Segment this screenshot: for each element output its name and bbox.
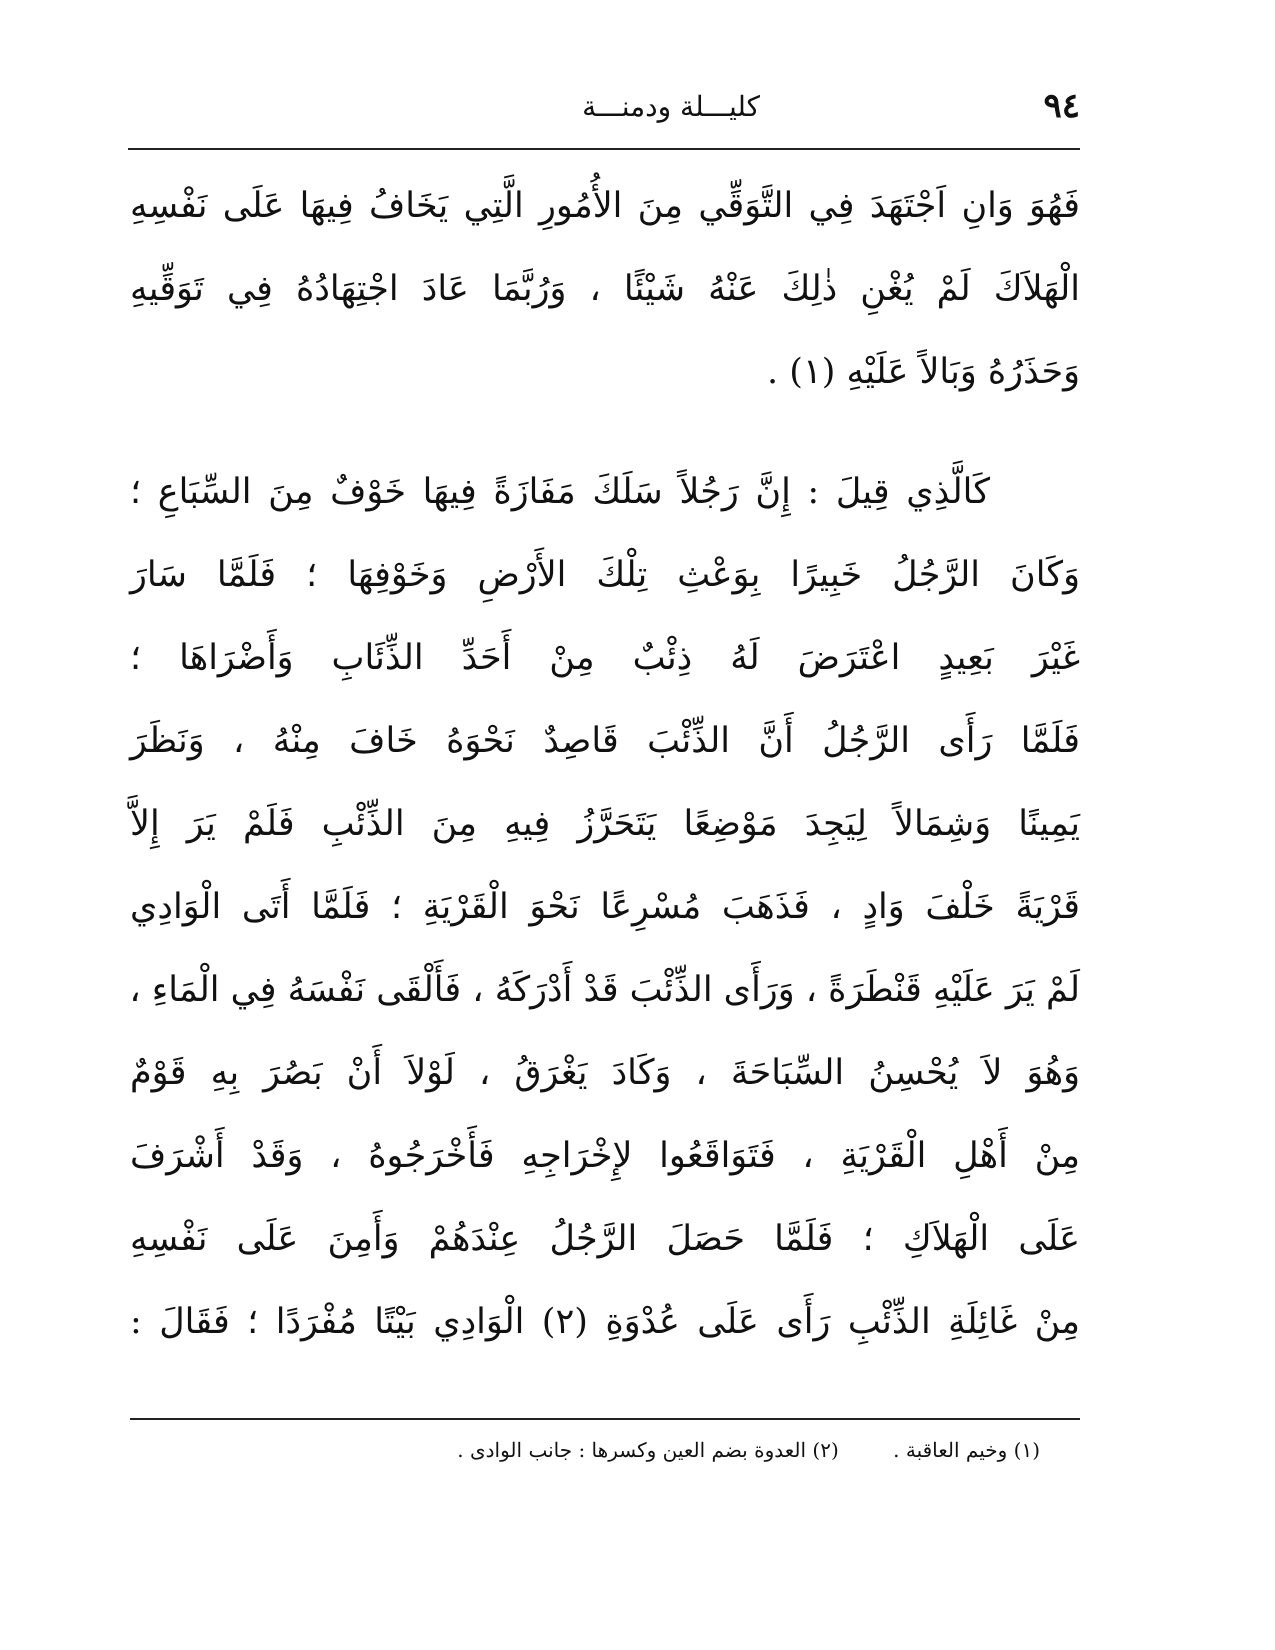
running-title: كليـــلة ودمنـــة (582, 90, 760, 123)
text-line: وَحَذَرُهُ وَبَالاً عَلَيْهِ (١) . (767, 352, 1080, 392)
text-line: غَيْرَ بَعِيدٍ اعْتَرَضَ لَهُ ذِئْبٌ مِنْ أَحَدِّ الذِّئَابِ وَأَضْرَاهَا ؛ (130, 638, 1080, 678)
text-line: كَالَّذِي قِيلَ : إِنَّ رَجُلاً سَلَكَ مَفَازَةً فِيهَا خَوْفٌ مِنَ السِّبَاعِ ؛ (130, 472, 990, 512)
page-header (130, 80, 1080, 140)
footnote-divider (130, 1418, 1080, 1420)
text-line: مِنْ أَهْلِ الْقَرْيَةِ ، فَتَوَاقَعُوا لإِخْرَاجِهِ فَأَخْرَجُوهُ ، وَقَدْ أَشْرَفَ (130, 1136, 1080, 1176)
page-number: ٩٤ (1043, 86, 1080, 126)
text-line: وَهُوَ لاَ يُحْسِنُ السِّبَاحَةَ ، وَكَادَ يَغْرَقُ ، لَوْلاَ أَنْ بَصُرَ بِهِ قَوْمٌ (130, 1053, 1080, 1093)
text-line: مِنْ غَائِلَةِ الذِّئْبِ رَأَى عَلَى عُدْوَةِ (٢) الْوَادِي بَيْتًا مُفْرَدًا ؛ فَقَالَ : (130, 1302, 1080, 1342)
paragraph-2 (130, 451, 1080, 1364)
text-line: لَمْ يَرَ عَلَيْهِ قَنْطَرَةً ، وَرَأَى الذِّئْبَ قَدْ أَدْرَكَهُ ، فَأَلْقَى نَفْسَهُ فِي الْمَاءِ ، (129, 970, 1080, 1010)
text-line: فَلَمَّا رَأَى الرَّجُلُ أَنَّ الذِّئْبَ قَاصِدٌ نَحْوَهُ خَافَ مِنْهُ ، وَنَظَرَ (130, 721, 1080, 761)
footnotes (200, 1435, 1040, 1465)
text-line: قَرْيَةً خَلْفَ وَادٍ ، فَذَهَبَ مُسْرِعًا نَحْوَ الْقَرْيَةِ ؛ فَلَمَّا أَتَى الْوَادِي (130, 887, 1080, 927)
text-line: عَلَى الْهَلاَكِ ؛ فَلَمَّا حَصَلَ الرَّجُلُ عِنْدَهُمْ وَأَمِنَ عَلَى نَفْسِهِ (130, 1219, 1080, 1259)
paragraph-1 (130, 165, 1080, 414)
text-line: الْهَلاَكَ لَمْ يُغْنِ ذٰلِكَ عَنْهُ شَيْئًا ، وَرُبَّمَا عَادَ اجْتِهَادُهُ فِي تَوَقِّيهِ (130, 269, 1080, 309)
footnote-2: (٢) العدوة بضم العين وكسرها : جانب الوادى . (457, 1438, 839, 1462)
paragraph-gap (130, 414, 1080, 451)
text-line: فَهُوَ وَانِ اَجْتَهَدَ فِي التَّوَقِّي مِنَ الأُمُورِ الَّتِي يَخَافُ فِيهَا عَلَى نَفْسِهِ (130, 186, 1080, 226)
footnote-1: (١) وخيم العاقبة . (893, 1438, 1040, 1462)
text-line: يَمِينًا وَشِمَالاً لِيَجِدَ مَوْضِعًا يَتَحَرَّزُ فِيهِ مِنَ الذِّئْبِ فَلَمْ يَرَ إِلاَّ (130, 804, 1080, 844)
header-divider (128, 148, 1080, 150)
body-text (130, 165, 1080, 1364)
text-line: وَكَانَ الرَّجُلُ خَبِيرًا بِوَعْثِ تِلْكَ الأَرْضِ وَخَوْفِهَا ؛ فَلَمَّا سَارَ (130, 555, 1080, 595)
